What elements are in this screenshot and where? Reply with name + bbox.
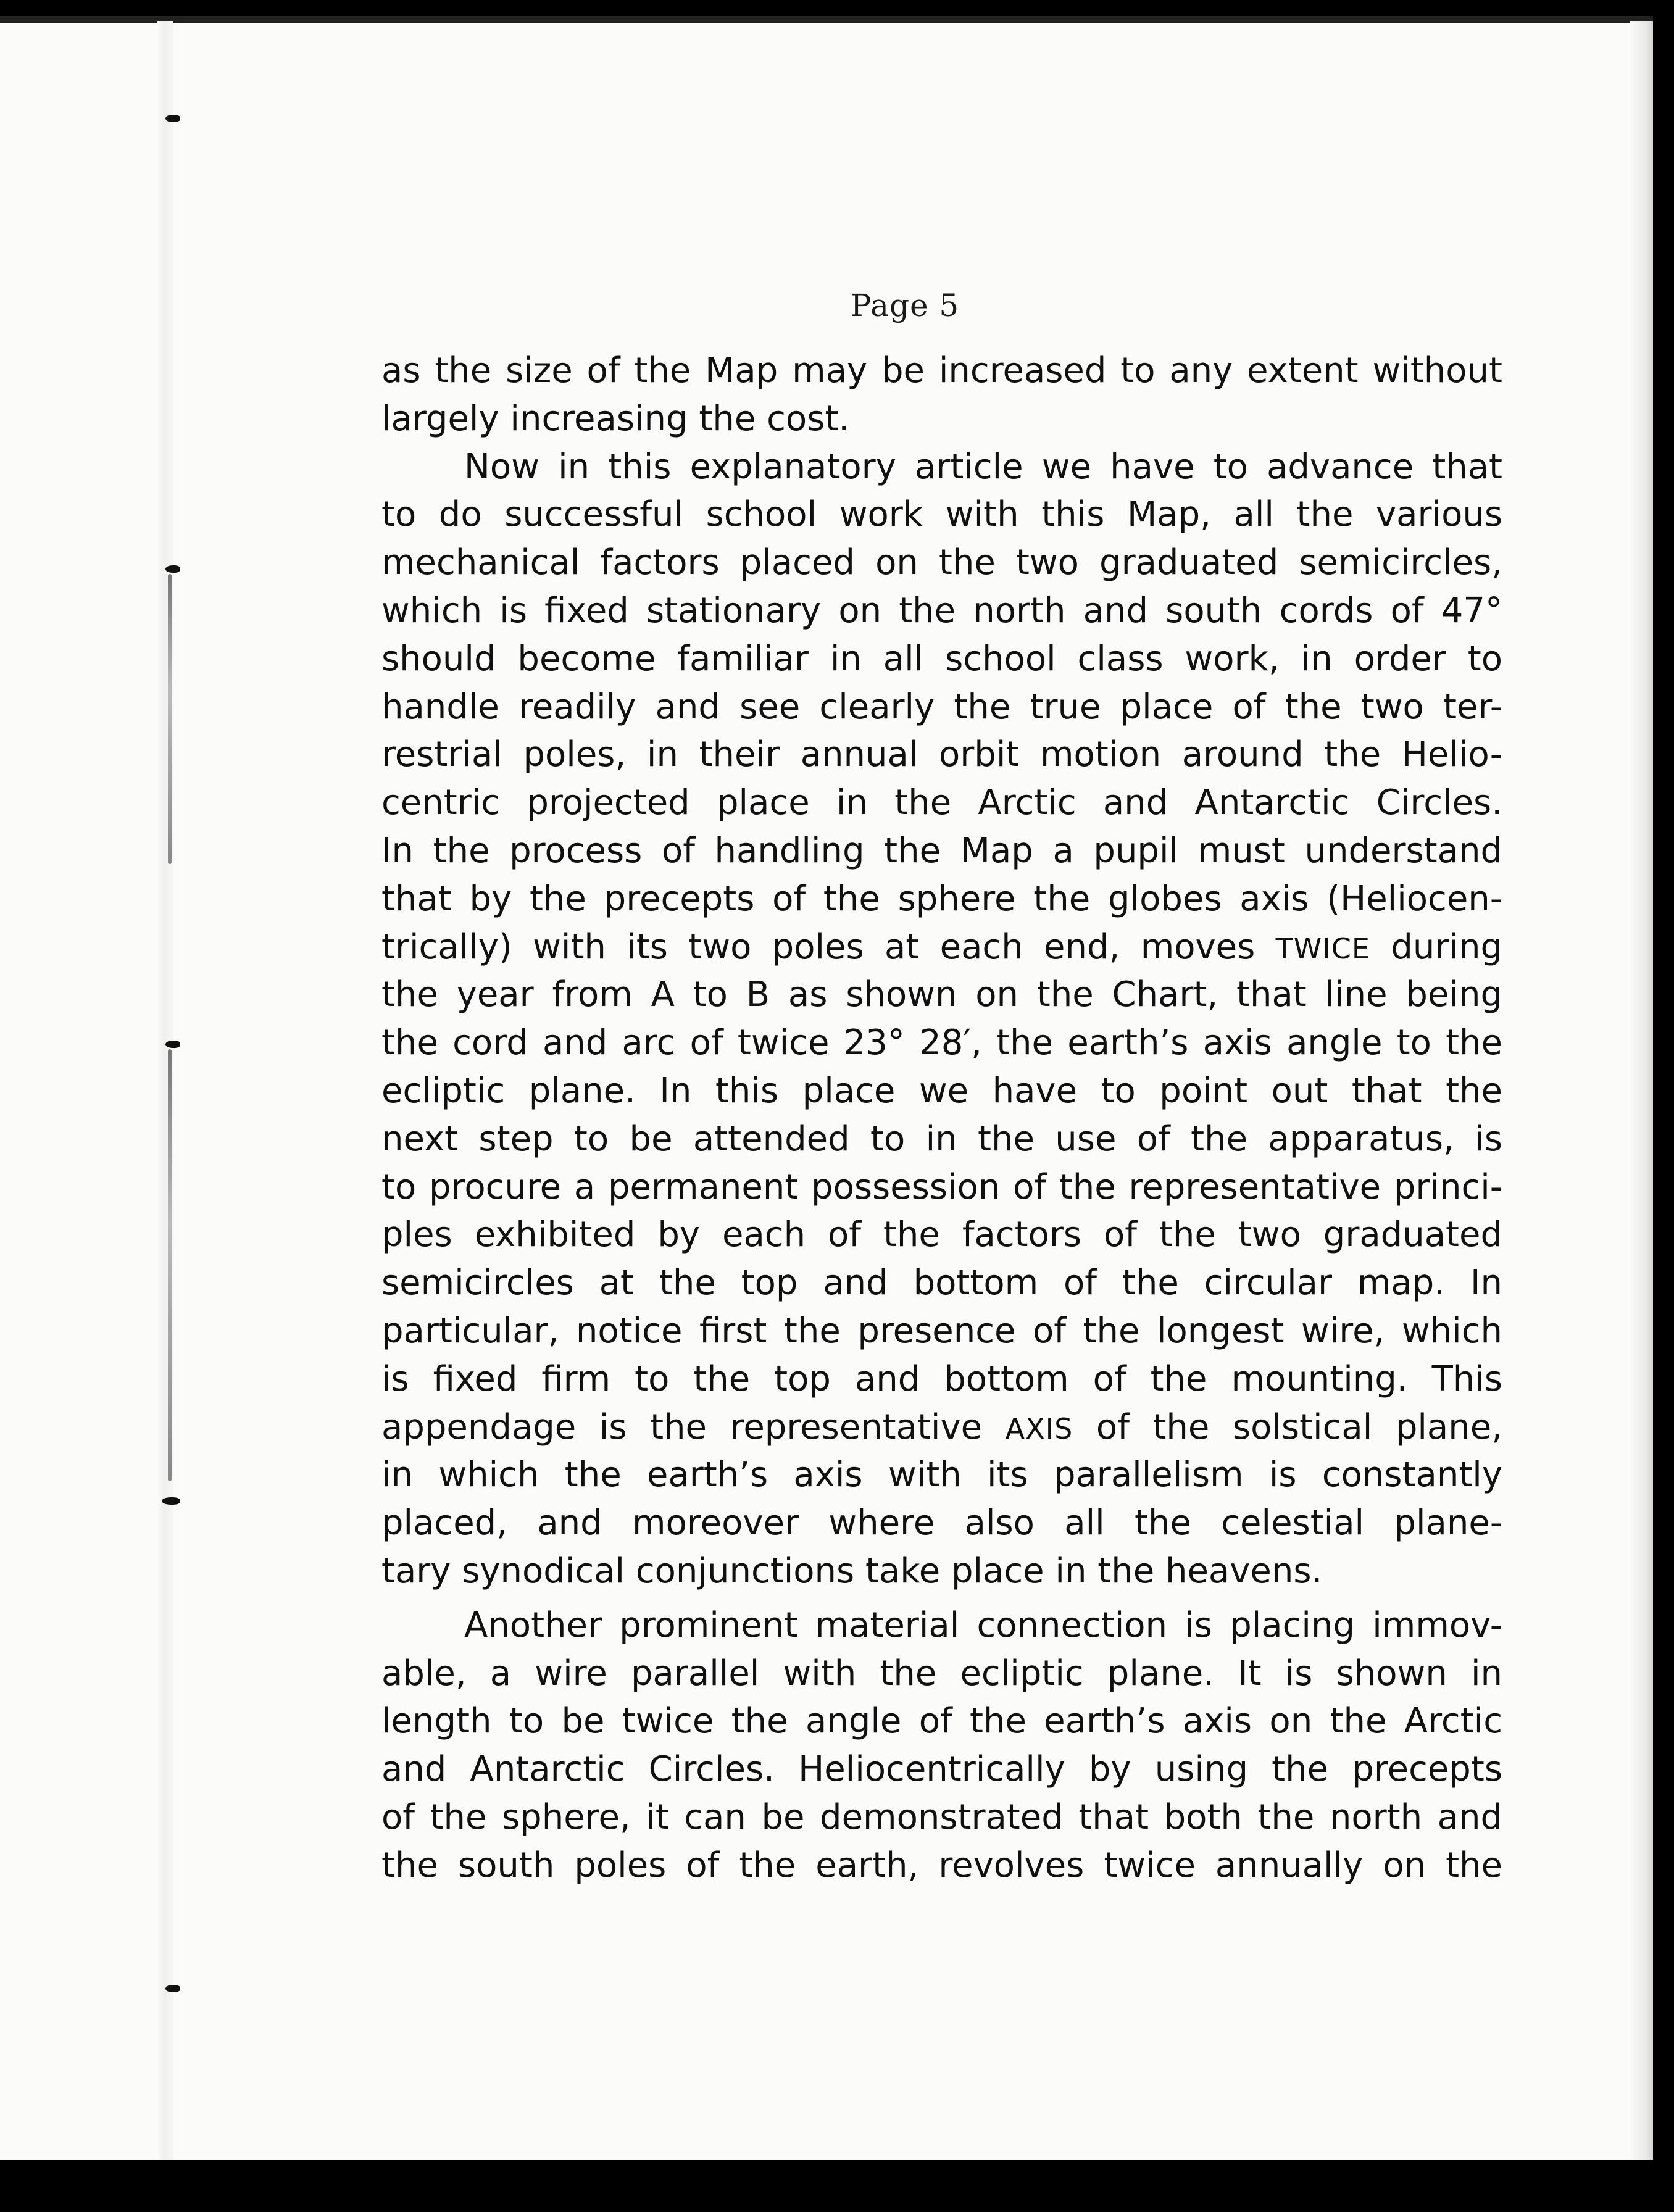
text-segment: appendage is the representative [381,1407,1006,1447]
text-line [381,1211,1502,1259]
text-line [381,1794,1502,1842]
body-text [381,347,1502,1890]
text-segment: and Antarctic Circles. Heliocentrically by using the precepts [381,1749,1502,1790]
text-line [381,1067,1502,1115]
text-segment: length to be twice the angle of the earth’s axis on the Arctic [381,1701,1502,1742]
text-line [381,827,1502,875]
text-segment: next step to be attended to in the use of the apparatus, is [381,1118,1502,1159]
text-line [381,635,1502,683]
text-line [381,923,1502,971]
text-line [381,1115,1502,1163]
text-segment: during [1370,926,1502,967]
text-line [381,1650,1502,1698]
text-line [381,971,1502,1019]
text-segment: should become familiar in all school class work, in order to [381,638,1502,679]
binding-staple [165,115,180,122]
text-line [381,779,1502,827]
text-segment: of the sphere, it can be demonstrated that both the north and [381,1797,1502,1837]
text-line [381,1451,1502,1499]
text-line [381,1842,1502,1890]
text-segment: In the process of handling the Map a pupil must understand [381,830,1502,871]
text-segment: Another prominent material connection is placing immov- [464,1605,1502,1645]
text-line [381,539,1502,587]
text-line [381,443,1502,491]
text-segment: handle readily and see clearly the true place of the two ter- [381,686,1502,727]
text-line [381,1307,1502,1355]
binding-stitch [168,574,172,864]
text-line [381,1403,1502,1452]
text-segment: mechanical factors placed on the two graduated semicircles, [381,543,1502,583]
smallcaps-word: AXIS [1005,1412,1073,1445]
text-line [381,1019,1502,1067]
text-line [381,1547,1502,1595]
text-segment: to do successful school work with this Map, all the various [381,494,1502,535]
text-segment: which is fixed stationary on the north and south cords of 47° [381,590,1502,631]
text-segment: that by the precepts of the sphere the globes axis (Heliocen- [381,878,1502,919]
right-edge-shadow [1630,21,1653,2160]
text-line [381,1355,1502,1403]
text-segment: to procure a permanent possession of the representative princi- [381,1166,1502,1207]
text-segment: ples exhibited by each of the factors of the two graduated [381,1215,1502,1255]
text-line [381,1745,1502,1794]
smallcaps-word: TWICE [1275,931,1370,965]
text-segment: ecliptic plane. In this place we have to point out that the [381,1070,1502,1111]
text-segment: of the solstical plane, [1073,1407,1502,1447]
text-line [381,587,1502,635]
text-segment: the cord and arc of twice 23° 28′, the earth’s axis angle to the [381,1023,1502,1063]
text-line [381,1697,1502,1745]
binding-staple [162,1497,180,1505]
text-segment: particular, notice first the presence of the longest wire, which [381,1310,1502,1351]
binding-staple [165,1041,180,1048]
text-segment: the year from A to B as shown on the Chart, that line being [381,975,1502,1015]
text-segment: is fixed firm to the top and bottom of the mounting. This [381,1358,1502,1399]
binding-stitch [168,1049,172,1481]
text-segment: the south poles of the earth, revolves twice annually on the [381,1845,1502,1886]
text-line [381,731,1502,779]
text-line [381,875,1502,923]
text-line [381,1163,1502,1212]
text-line [381,1259,1502,1307]
text-line [381,683,1502,731]
binding-staple [165,1985,180,1992]
text-segment: in which the earth’s axis with its parallelism is constantly [381,1455,1502,1495]
page-number: Page 5 [850,288,960,323]
text-segment: trically) with its two poles at each end, moves [381,926,1276,967]
text-segment: largely increasing the cost. [381,398,850,439]
text-segment: as the size of the Map may be increased to any extent without [381,351,1502,391]
text-segment: Now in this explanatory article we have to advance that [464,446,1502,487]
text-segment: placed, and moreover where also all the celestial plane- [381,1503,1502,1544]
text-segment: semicircles at the top and bottom of the circular map. In [381,1263,1502,1304]
text-segment: able, a wire parallel with the ecliptic plane. It is shown in [381,1653,1502,1694]
text-line [381,1499,1502,1547]
text-segment: centric projected place in the Arctic and Antarctic Circles. [381,783,1502,823]
text-line [381,491,1502,539]
top-edge-shadow [0,16,1653,23]
text-segment: tary synodical conjunctions take place in the heavens. [381,1550,1323,1591]
binding-staple [165,565,180,573]
text-segment: restrial poles, in their annual orbit motion around the Helio- [381,734,1502,775]
text-line [381,395,1502,443]
text-line [381,1602,1502,1650]
text-line [381,347,1502,395]
